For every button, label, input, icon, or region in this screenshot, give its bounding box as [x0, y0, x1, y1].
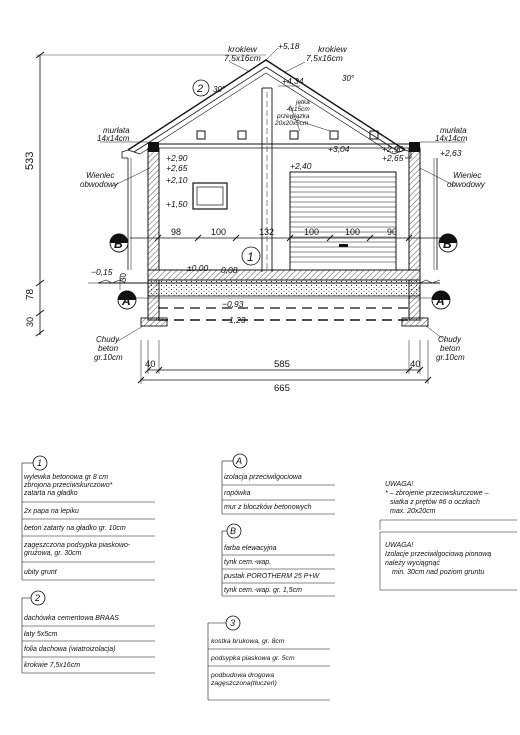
legend-b-row2: tynk cem.-wap.	[224, 559, 272, 566]
legend-2-row1: dachówka cementowa BRAAS	[24, 615, 119, 622]
note-1-line-4: max. 20x20cm	[390, 508, 436, 515]
legend-3-row2: podsypka piaskowa gr. 5cm	[211, 655, 295, 662]
ceiling-note-2: 4x15cm	[287, 106, 310, 113]
level-000: ±0,00	[187, 263, 209, 273]
rafter-left-title: krokiew	[228, 44, 257, 54]
chudy-left-2: beton	[98, 344, 119, 353]
wieniec-right-2: obwodowy	[447, 180, 485, 189]
chudy-left-1: Chudy	[96, 335, 120, 344]
legend-box-a	[222, 454, 335, 514]
murlata-left-2: 14x14cm	[97, 134, 130, 143]
marker-2-label: 2	[197, 83, 204, 95]
dimension-lines	[36, 48, 465, 384]
legend-1-row3: beton zatarty na gładko gr. 10cm	[24, 525, 126, 532]
wieniec-labels	[80, 171, 486, 189]
legend-b-row1: farba elewacyjna	[224, 545, 277, 552]
dim-vertical-78: 78	[25, 288, 36, 300]
ridge-level: +5,18	[278, 41, 300, 51]
note-1	[380, 481, 517, 530]
legend-1-number: 1	[37, 458, 43, 468]
right-level-265: +2,65	[382, 153, 404, 163]
legend-3-number: 3	[230, 618, 236, 628]
left-level-labels	[166, 153, 188, 209]
level-008: −0,08	[216, 265, 238, 275]
legend-box-b	[222, 524, 335, 596]
dim-b-100a: 100	[211, 227, 227, 237]
angle-right: 30°	[342, 74, 355, 83]
legend-3-row1: kostka brukowa, gr. 8cm	[211, 638, 285, 645]
dim-bottom-40b: 40	[410, 359, 421, 370]
level-093: −0,93	[222, 299, 244, 309]
roof-labels	[213, 41, 355, 154]
legend-2-row4: krokwie 7,5x16cm	[24, 662, 81, 669]
legend-3-row3-a: podbudowa drogowa	[211, 672, 275, 679]
ceiling-note-3: przewiązka	[277, 113, 310, 120]
chudy-right-1: Chudy	[438, 335, 462, 344]
legend-1-row2: 2x papa na lepiku	[24, 508, 79, 515]
dim-vertical-30b: 30	[119, 273, 128, 282]
section-b-right-label: B	[443, 237, 452, 251]
wieniec-right-1: Wieniec	[453, 171, 482, 180]
chudy-beton-labels	[94, 335, 465, 362]
marker-1-label: 1	[247, 250, 254, 264]
dim-vertical-30: 30	[25, 316, 35, 327]
rafter-left-size: 7,5x16cm	[224, 53, 261, 63]
dim-b-100b: 100	[304, 227, 320, 237]
note-1-line-1: UWAGA!	[385, 481, 414, 488]
dim-vertical-total: 533	[24, 151, 36, 170]
legend-1-row4-b: grużowa, gr. 30cm	[24, 550, 82, 557]
legend-b-row4: tynk cem.-wap. gr. 1,5cm	[224, 587, 302, 594]
murlata-right-1: murłata	[440, 126, 467, 135]
left-level-150: +1,50	[166, 199, 188, 209]
rafter-right-size: 7,5x16cm	[306, 53, 343, 63]
dim-b-90: 90	[387, 227, 398, 237]
legend-a-row3: mur z bloczków betonowych	[224, 504, 312, 511]
left-level-290: +2,90	[166, 153, 188, 163]
legend-1-row1-a: wylewka betonowa gr 8 cm	[24, 474, 109, 481]
note-1-line-3: siatka z prętów #6 o oczkach	[390, 499, 480, 506]
note-1-line-2: * – zbrojenie przeciwskurczowe –	[385, 490, 489, 497]
right-level-263: +2,63	[440, 148, 462, 158]
level-434: +4,34	[282, 76, 304, 86]
angle-left: 30°	[213, 85, 226, 94]
legend-2-row3: folia dachowa (wiatroizolacja)	[24, 646, 116, 653]
left-level-265: +2,65	[166, 163, 188, 173]
chudy-right-3: gr.10cm	[436, 353, 465, 362]
note-2	[380, 532, 517, 590]
legend-a-row1: izolacja przeciwilgociowa	[224, 474, 302, 481]
legend-b-number: B	[230, 526, 237, 536]
note-2-line-2: Izolacje przeciwilgociową pionową	[385, 551, 492, 558]
note-2-line-4: min. 30cm nad poziom gruntu	[392, 569, 485, 576]
legend-2-number: 2	[35, 593, 41, 603]
ceiling-note-1: jętka	[296, 99, 310, 106]
bottom-dimensions	[145, 359, 421, 394]
legend-box-3	[208, 616, 330, 700]
right-level-290: +2,90	[382, 144, 404, 154]
legend-a-number: A	[236, 456, 243, 466]
legend-3-row3-b: zagęszczona(tłuczeń)	[211, 680, 277, 687]
dim-b-132: 132	[259, 227, 275, 237]
dim-b-100c: 100	[345, 227, 361, 237]
legend-b-row3: pustak POROTHERM 25 P+W	[224, 573, 320, 580]
legend-1-row1-b: zbrojona przeciwskurczowo*	[24, 482, 113, 489]
section-a-right-label: A	[436, 294, 445, 308]
murlata-right-2: 14x14cm	[435, 134, 468, 143]
chudy-left-3: gr.10cm	[94, 353, 123, 362]
left-level-210: +2,10	[166, 175, 188, 185]
legend-1-row1-c: zatarta na gładko	[24, 490, 78, 497]
legend-1-row5: ubity grunt	[24, 569, 57, 576]
legend-1-row4-a: zagęszczona podsypka piaskowo-	[24, 542, 131, 549]
rafter-right-title: krokiew	[318, 44, 347, 54]
dim-bottom-585: 585	[274, 359, 290, 370]
ceiling-note-4: 20x20x5cm	[275, 120, 309, 127]
level-304: +3,04	[328, 144, 350, 154]
chudy-right-2: beton	[440, 344, 461, 353]
legend-box-1	[22, 456, 155, 580]
murlata-left-1: murłata	[103, 126, 130, 135]
dim-bottom-40a: 40	[145, 359, 156, 370]
dim-bottom-665: 665	[274, 383, 290, 394]
wieniec-left-1: Wieniec	[86, 171, 115, 180]
level-123: −1,23	[224, 315, 246, 325]
level-015: −0,15	[91, 267, 113, 277]
note-2-line-3: należy wyciągnąć	[385, 560, 440, 567]
note-2-line-1: UWAGA!	[385, 542, 414, 549]
section-a-left-label: A	[122, 294, 131, 308]
legend-a-row2: ropówka	[224, 490, 251, 497]
dim-b-98: 98	[171, 227, 182, 237]
section-b-left-label: B	[114, 237, 123, 251]
walls	[148, 142, 420, 270]
legend-2-row2: łaty 5x5cm	[24, 631, 58, 638]
wieniec-left-2: obwodowy	[80, 180, 118, 189]
level-240: +2,40	[290, 161, 312, 171]
legend-box-2	[22, 591, 155, 673]
